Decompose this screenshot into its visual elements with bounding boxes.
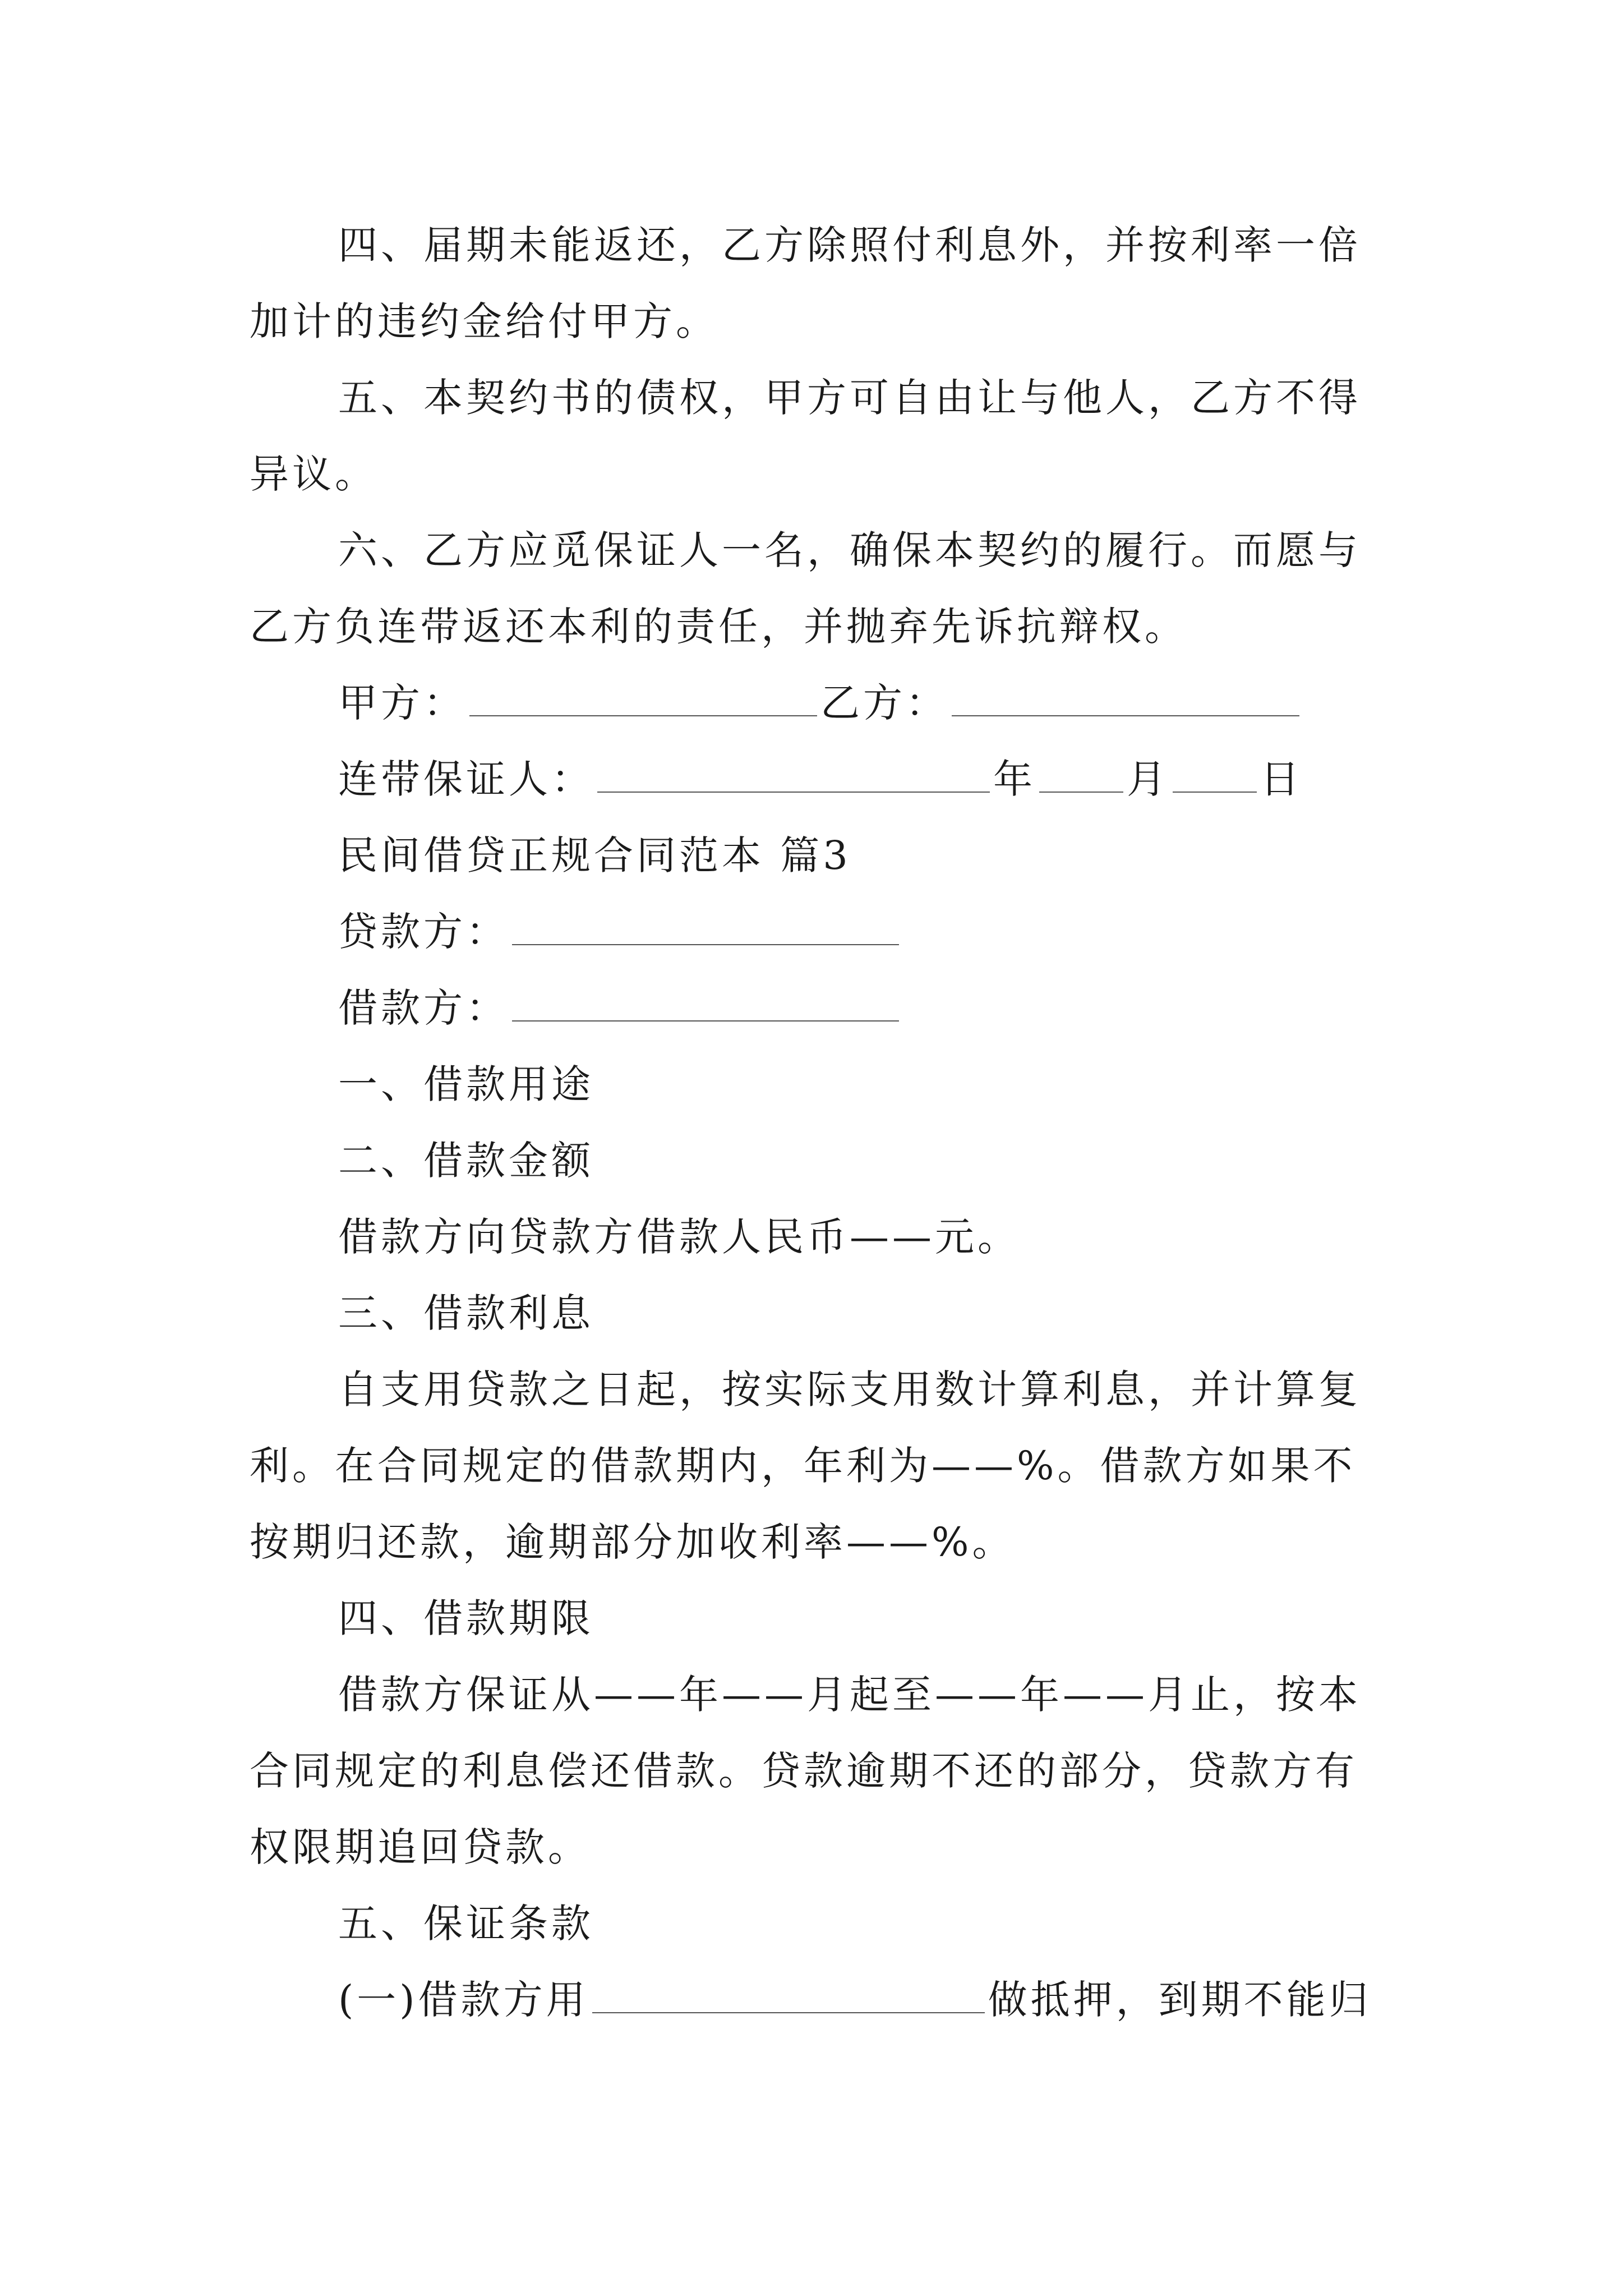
interest-line-2: 利。在合同规定的借款期内，年利为——%。借款方如果不 [250, 1443, 1356, 1489]
guarantee-line-1 [338, 1975, 1372, 2025]
lender-blank [512, 907, 899, 945]
clause-5-line-2: 异议。 [250, 451, 377, 497]
interest-line-1: 自支用贷款之日起，按实际支用数计算利息，并计算复 [338, 1366, 1361, 1412]
year-label: 年 [993, 756, 1036, 802]
lender-line [338, 907, 902, 957]
day-blank [1173, 754, 1257, 793]
party-a-label: 甲方： [338, 680, 466, 726]
clause-4-line-1: 四、届期未能返还，乙方除照付利息外，并按利率一倍 [338, 222, 1361, 268]
term-line-2: 合同规定的利息偿还借款。贷款逾期不还的部分，贷款方有 [250, 1748, 1358, 1794]
party-a-blank [469, 678, 817, 716]
heading-loan-purpose: 一、借款用途 [338, 1061, 594, 1107]
section-3-title: 民间借贷正规合同范本 篇3 [338, 832, 851, 878]
heading-loan-interest: 三、借款利息 [338, 1290, 594, 1336]
party-signature-line [338, 678, 1303, 728]
guarantor-signature-line [338, 754, 1303, 804]
heading-guarantee: 五、保证条款 [338, 1901, 594, 1947]
guarantor-blank [597, 754, 990, 793]
clause-6-line-2: 乙方负连带返还本利的责任，并抛弃先诉抗辩权。 [250, 604, 1187, 650]
term-line-1: 借款方保证从——年——月起至——年——月止，按本 [338, 1672, 1361, 1718]
term-line-3: 权限期追回贷款。 [250, 1824, 591, 1870]
lender-label: 贷款方： [338, 909, 509, 955]
month-blank [1039, 754, 1123, 793]
clause-4-line-2: 加计的违约金给付甲方。 [250, 298, 718, 344]
borrower-blank [512, 983, 899, 1022]
party-b-label: 乙方： [820, 680, 948, 726]
guarantee-suffix: 做抵押，到期不能归 [988, 1977, 1372, 2023]
guarantee-prefix: (一)借款方用 [338, 1977, 589, 2023]
month-label: 月 [1127, 756, 1169, 802]
guarantor-label: 连带保证人： [338, 756, 594, 802]
heading-loan-amount: 二、借款金额 [338, 1138, 594, 1184]
borrower-label: 借款方： [338, 985, 509, 1031]
collateral-blank [592, 1975, 985, 2013]
party-b-blank [952, 678, 1299, 716]
clause-6-line-1: 六、乙方应觅保证人一名，确保本契约的履行。而愿与 [338, 527, 1361, 573]
heading-loan-term: 四、借款期限 [338, 1595, 594, 1641]
day-label: 日 [1260, 756, 1303, 802]
clause-5-line-1: 五、本契约书的债权，甲方可自由让与他人，乙方不得 [338, 375, 1361, 421]
interest-line-3: 按期归还款，逾期部分加收利率——%。 [250, 1519, 1015, 1565]
borrower-line [338, 983, 902, 1033]
loan-amount-text: 借款方向贷款方借款人民币——元。 [338, 1214, 1020, 1260]
